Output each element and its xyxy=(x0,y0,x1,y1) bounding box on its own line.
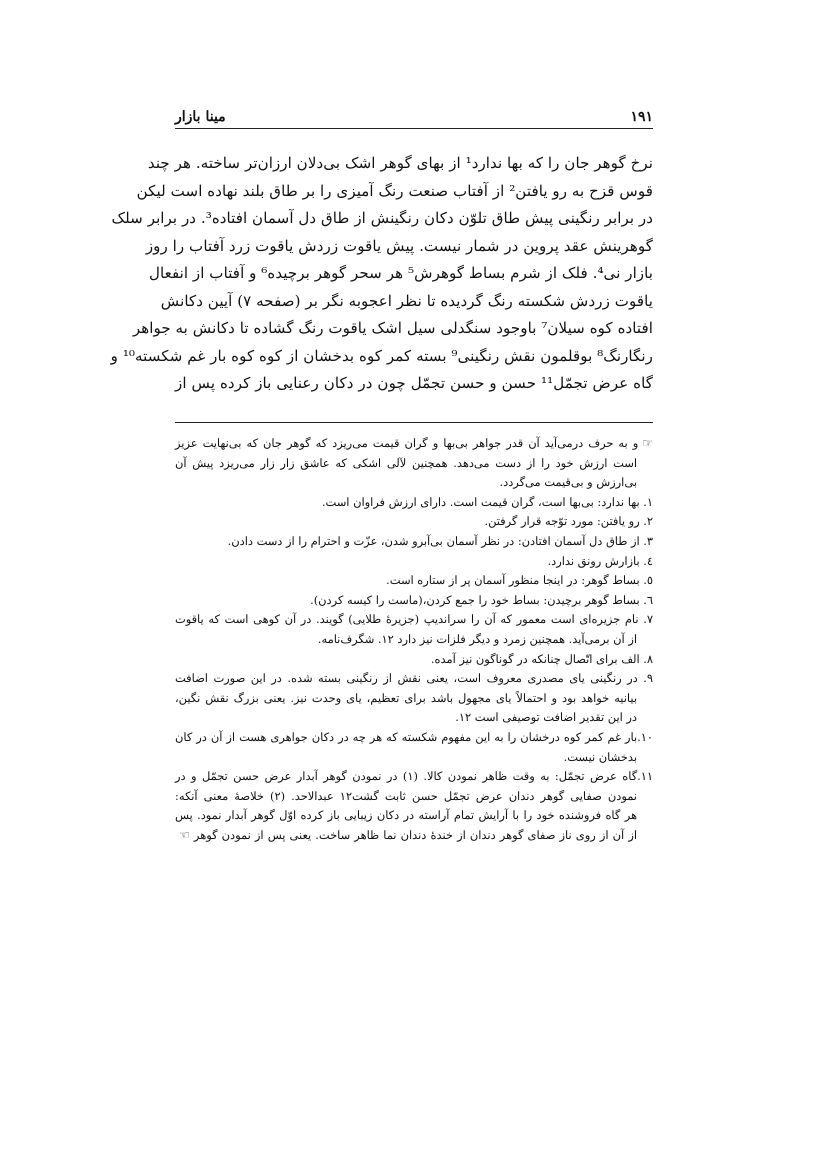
body-line: گاه عرض تجمّل¹¹ حسن و حسن تجمّل چون در دکان رعنایی باز کرده پس از xyxy=(175,374,653,392)
footnote-line: از آن از روی ناز صفای گوهر دندان از خندهٔ دندان نما ظاهر ساخت. یعنی پس از نمودن گوهر xyxy=(193,827,638,842)
body-line: در برابر رنگینی پیش طاق تلوّن دکان رنگینش از طاق دل آسمان افتاده³. در برابر سلک xyxy=(111,209,653,227)
footnote-line: ٧. نام جزیره‌ای است معمور که آن را سراندیپ (جزیرهٔ طلایی) گویند. در آن کوهی است که یاقوت xyxy=(175,612,653,627)
footnote-line: نمودن صفایی گوهر دندان عرض تجمّل حسن ثابت گشت۱۲ عبدالاحد. (۲) خلاصهٔ معنی آنکه: xyxy=(175,788,637,803)
page-header xyxy=(175,100,653,129)
footnote-line: ٩. در رنگینی یای مصدری معروف است، یعنی نقش از رنگینی بسته شده. در این صورت اضافت xyxy=(175,671,653,686)
body-line: افتاده کوه سیلان⁷ باوجود سنگدلی سیل اشک یاقوت رنگ گشاده تا دکانش به جواهر xyxy=(132,319,653,337)
footnote-item xyxy=(175,532,653,552)
footnote-line: هر گاه فروشنده خود را با آرایش تمام آراسته در دکان زیبایی باز کرده اوّل گوهر آبدار نمود. پس xyxy=(175,808,637,823)
hand-pointing-icon: ☞ xyxy=(642,436,653,450)
body-line: قوس قزح به رو یافتن² از آفتاب صنعت رنگ آمیزی را بر طاق بلند نهاده است لیکن xyxy=(136,181,653,200)
body-line: نرخ گوهر جان را که بها ندارد¹ از بهای گوهر اشک بی‌دلان ارزان‌تر ساخته. هر چند xyxy=(147,154,653,172)
footnote-line: ۱. بها ندارد: بی‌بها است، گران قیمت است. دارای ارزش فراوان است. xyxy=(321,494,653,509)
footnote-item xyxy=(175,493,653,513)
footnote-item xyxy=(175,552,653,572)
footnote-line: ۲. رو یافتن: مورد توّجه قرار گرفتن. xyxy=(484,514,653,529)
footnote-separator xyxy=(175,422,653,423)
hand-pointing-icon: ☜ xyxy=(179,827,190,842)
footnote-line: از آن برمی‌آید. همچنین زمرد و دیگر فلزات نیز دارد ۱۲. شگرف‌نامه. xyxy=(317,631,637,646)
footnote-line: است ارزش خود را از دست می‌دهد. همچنین لآلی اشکی که عاشق زار زار می‌ریزد پیش آن xyxy=(175,455,637,470)
main-body-text xyxy=(110,150,653,398)
running-title: مینا بازار xyxy=(175,109,226,125)
footnotes xyxy=(175,434,653,845)
footnote-item xyxy=(175,650,653,670)
footnote-item xyxy=(175,728,653,767)
footnote-line: بیانیه خواهد بود و احتمالاً یای مجهول باشد برای تعظیم، یای وحدت نیز. یعنی بزرگ نقش نگین، xyxy=(175,690,637,705)
footnote-line: بدخشان نیست. xyxy=(563,749,637,764)
footnote-line: در این تقدیر اضافت توصیفی است ۱۲. xyxy=(455,710,637,725)
footnote-line: ۳. از طاق دل آسمان افتادن: در نظر آسمان بی‌آبرو شدن، عزّت و احترام را از دست دادن. xyxy=(227,533,653,548)
footnote-line: ٥. بساط گوهر: در اینجا منظور آسمان پر از ستاره است. xyxy=(386,573,653,588)
footnote-item xyxy=(175,591,653,611)
footnote-line: ۱۱.گاه عرض تجمّل: به وقت ظاهر نمودن کالا. (۱) در نمودن گوهر آبدار عرض حسن تجمّل و در xyxy=(175,769,654,784)
footnote-line: ۱۰.بار غم کمر کوه درخشان را به این مفهوم شکسته که هر چه در دکان جواهری هست از آن در کان xyxy=(175,729,653,744)
footnote-item xyxy=(175,669,653,728)
footnote-item xyxy=(175,512,653,532)
body-line: رنگارنگ⁸ بوقلمون نقش رنگینی⁹ بسته کمر کوه بدخشان از کوه کوه بار غم شکسته¹⁰ و xyxy=(110,346,653,365)
body-line: بازار نی⁴. فلک از شرم بساط گوهرش⁵ هر سحر گوهر برچیده⁶ و آفتاب از انفعال xyxy=(148,264,653,282)
footnote-item xyxy=(175,571,653,591)
page-number: ۱۹۱ xyxy=(630,109,653,125)
footnote-line: ٨. الف برای اتّصال چنانکه در گوناگون نیز آمده. xyxy=(430,651,653,666)
body-line: یاقوت زردش شکسته رنگ گردیده تا نظر اعجوبه نگر بر (صفحه ۷) آیین دکانش xyxy=(160,291,653,310)
footnote-item xyxy=(175,767,653,845)
footnote-line: بی‌ارزش و بی‌قیمت می‌گردد. xyxy=(499,475,637,490)
body-line: گوهرینش عقد پروین در شمار نیست. پیش یاقوت زردش یاقوت زرد آفتاب را روز xyxy=(145,236,653,255)
footnote-item xyxy=(175,610,653,649)
footnote-line: ٤. بازارش رونق ندارد. xyxy=(547,553,653,568)
footnote-intro xyxy=(175,434,653,493)
footnote-line: ٦. بساط گوهر برچیدن: بساط خود را جمع کردن،(ماست را کیسه کردن). xyxy=(310,592,653,607)
footnote-line: و به حرف درمی‌آید آن قدر جواهر بی‌بها و گران قیمت می‌ریزد که گوهر جان که بی‌نهایت عزیز xyxy=(175,436,639,450)
